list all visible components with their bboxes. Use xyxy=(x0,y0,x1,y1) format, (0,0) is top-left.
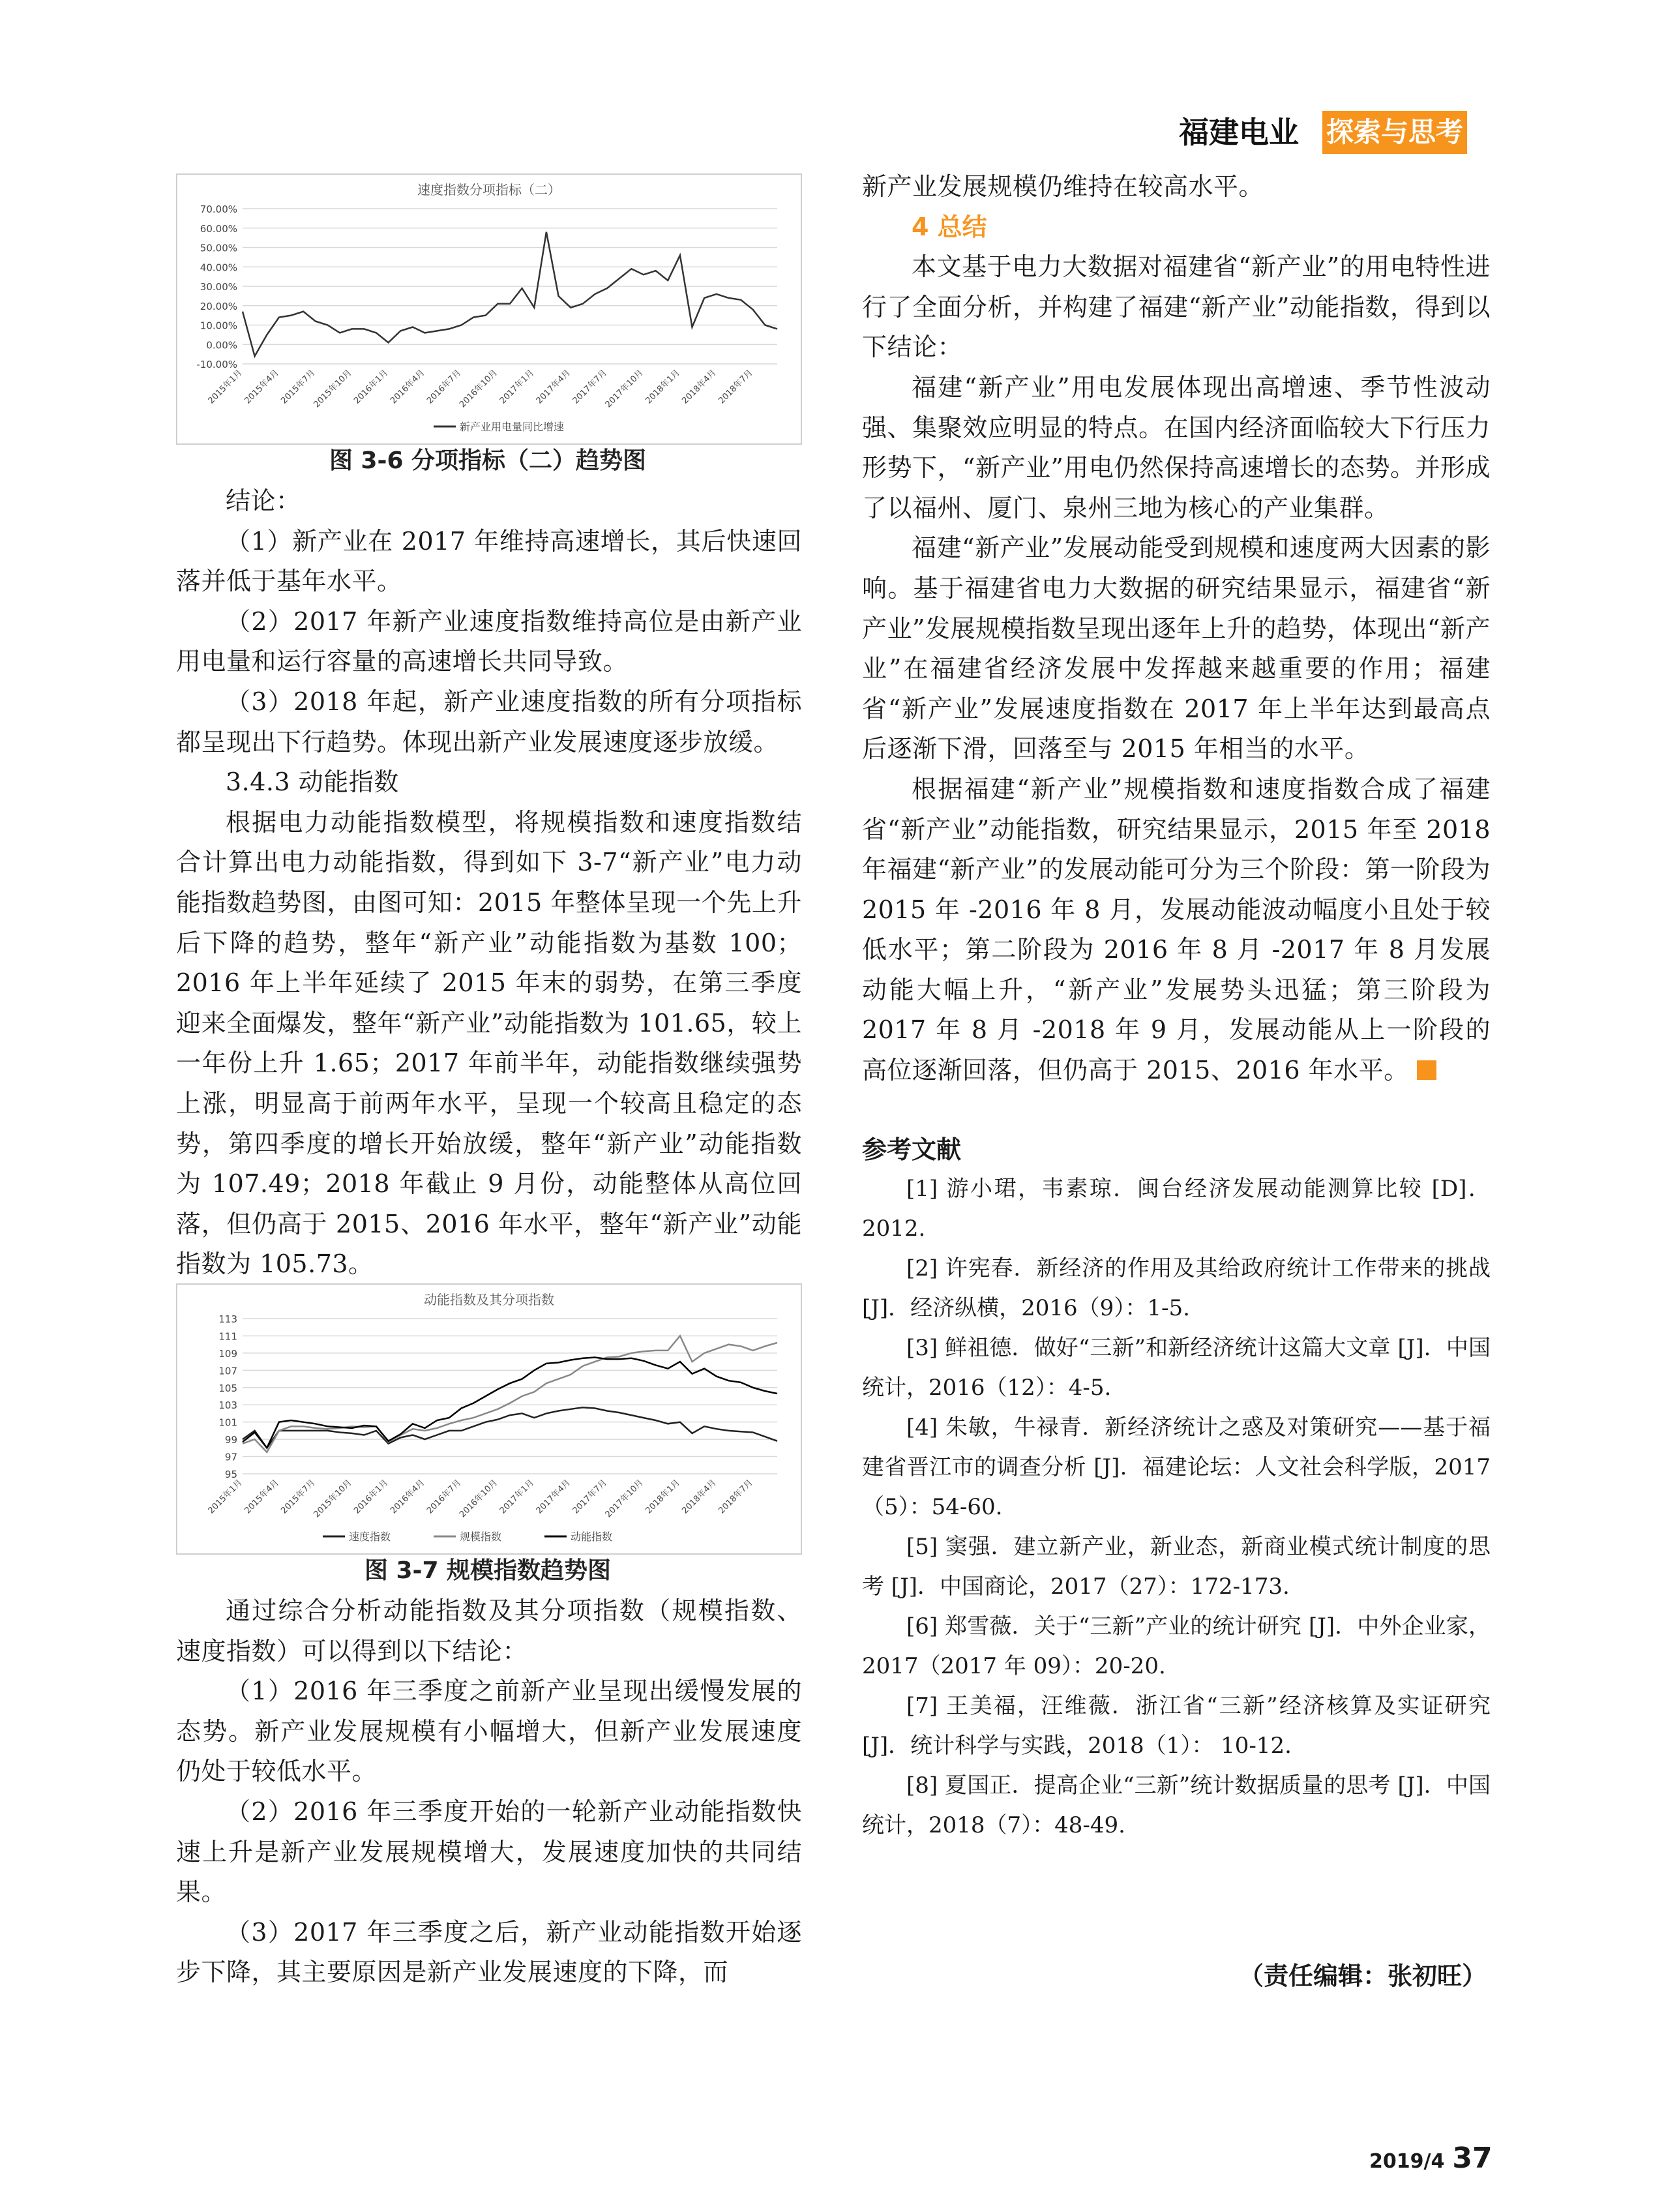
fig36-y-tick-label: 50.00% xyxy=(200,242,237,254)
fig37-chart-title: 动能指数及其分项指数 xyxy=(424,1292,554,1308)
fig36-series-line-0 xyxy=(243,232,777,356)
fig37-y-tick-label: 97 xyxy=(224,1451,237,1463)
issue-number: 2019/4 xyxy=(1369,2150,1445,2173)
fig37-series-line-0 xyxy=(243,1407,777,1448)
fig36-y-tick-label: -10.00% xyxy=(196,359,237,370)
fig36-y-tick-label: 20.00% xyxy=(200,300,237,312)
section-tag: 探索与思考 xyxy=(1322,111,1467,154)
fig36-chart-title: 速度指数分项指标（二） xyxy=(417,182,561,198)
figure-3-6-caption: 图 3-6 分项指标（二）趋势图 xyxy=(329,447,647,474)
fig36-y-tick-label: 10.00% xyxy=(200,320,237,332)
right-column xyxy=(862,167,1491,1846)
fig36-y-tick-label: 60.00% xyxy=(200,222,237,235)
references-heading: 参考文献 xyxy=(862,1135,962,1164)
fig37-x-tick-label: 2016年1月 xyxy=(352,1478,391,1516)
fig37-x-tick-label: 2015年4月 xyxy=(243,1478,281,1516)
fig37-y-tick-label: 111 xyxy=(218,1330,237,1343)
fig37-x-tick-label: 2017年1月 xyxy=(498,1478,537,1516)
left-paragraph: （3）2017 年三季度之后，新产业动能指数开始逐步下降，其主要原因是新产业发展速度的下降，而 xyxy=(176,1917,802,1987)
fig36-x-tick-label: 2017年4月 xyxy=(534,368,573,406)
left-paragraph: （3）2018 年起，新产业速度指数的所有分项指标都呈现出下行趋势。体现出新产业发展速度逐步放缓。 xyxy=(176,687,802,756)
fig36-x-tick-label: 2018年4月 xyxy=(680,368,719,406)
reference-item: [3] 鲜祖德．做好“三新”和新经济统计这篇大文章 [J]．中国统计，2016（12）：4-5. xyxy=(862,1334,1491,1401)
section-heading-summary: 4 总结 xyxy=(912,212,987,241)
left-paragraph: 结论： xyxy=(226,486,301,515)
fig37-legend-label: 动能指数 xyxy=(571,1531,613,1543)
fig36-x-tick-label: 2016年4月 xyxy=(389,368,427,406)
reference-item: [5] 窦强．建立新产业，新业态，新商业模式统计制度的思考 [J]．中国商论，2017（27）：172-173. xyxy=(862,1533,1491,1600)
fig37-x-tick-label: 2017年10月 xyxy=(603,1478,646,1520)
fig37-legend-label: 规模指数 xyxy=(460,1531,502,1543)
page-footer xyxy=(1369,2142,1493,2175)
fig37-y-tick-label: 99 xyxy=(224,1434,237,1446)
journal-title: 福建电业 xyxy=(1179,115,1299,150)
summary-last-text: 根据福建“新产业”规模指数和速度指数合成了福建省“新产业”动能指数，研究结果显示，2015 年至 2018 年福建“新产业”的发展动能可分为三个阶段：第一阶段为 2015 年 -2016 年 8 月，发展动能波动幅度小且处于较低水平；第二阶段为 2016 年 8 月 -2017 年 8 月发展动能大幅上升，“新产业”发展势头迅猛；第三阶段为 2017 年 8 月 -2018 年 9 月，发展动能从上一阶段的高位逐渐回落，但仍高于 2015、2016 年水平。 xyxy=(862,774,1491,1085)
left-paragraph: 根据电力动能指数模型，将规模指数和速度指数结合计算出电力动能指数，得到如下 3-7“新产业”电力动能指数趋势图，由图可知：2015 年整体呈现一个先上升后下降的趋势，整年“新产业”动能指数为基数 100；2016 年上半年延续了 2015 年末的弱势，在第三季度迎来全面爆发，整年“新产业”动能指数为 101.65，较上一年份上升 1.65；2017 年前半年，动能指数继续强势上涨，明显高于前两年水平，呈现一个较高且稳定的态势，第四季度的增长开始放缓，整年“新产业”动能指数为 107.49；2018 年截止 9 月份，动能整体从高位回落，但仍高于 2015、2016 年水平，整年“新产业”动能指数为 105.73。 xyxy=(176,807,802,1279)
fig37-y-tick-label: 95 xyxy=(224,1469,237,1480)
fig36-x-tick-label: 2017年10月 xyxy=(603,368,646,410)
fig36-x-tick-label: 2017年7月 xyxy=(571,368,609,406)
fig36-x-tick-label: 2018年1月 xyxy=(644,368,682,406)
fig37-x-tick-label: 2018年7月 xyxy=(717,1478,755,1516)
fig37-x-tick-label: 2015年7月 xyxy=(279,1478,318,1516)
summary-paragraph: 福建“新产业”用电发展体现出高增速、季节性波动强、集聚效应明显的特点。在国内经济面临较大下行压力形势下，“新产业”用电仍然保持高速增长的态势。并形成了以福州、厦门、泉州三地为核心的产业集群。 xyxy=(862,372,1491,522)
fig37-y-tick-label: 109 xyxy=(218,1347,237,1360)
fig37-x-tick-label: 2015年10月 xyxy=(312,1478,354,1520)
fig37-x-tick-label: 2018年1月 xyxy=(644,1478,682,1516)
reference-item: [4] 朱敏，牛禄青．新经济统计之惑及对策研究——基于福建省晋江市的调查分析 [J]．福建论坛：人文社会科学版，2017（5）：54-60. xyxy=(862,1414,1491,1520)
section-heading-3-4-3: 3.4.3 动能指数 xyxy=(226,768,399,797)
fig37-legend-label: 速度指数 xyxy=(349,1531,391,1543)
fig37-y-tick-label: 107 xyxy=(218,1365,237,1377)
figure-3-7-chart xyxy=(176,1283,802,1555)
figure-3-6-chart xyxy=(176,173,802,445)
left-column-top xyxy=(176,481,802,1285)
carry-over-line: 新产业发展规模仍维持在较高水平。 xyxy=(862,172,1264,201)
fig37-x-tick-label: 2016年10月 xyxy=(458,1478,500,1520)
fig37-x-tick-label: 2016年4月 xyxy=(389,1478,427,1516)
reference-item: [2] 许宪春．新经济的作用及其给政府统计工作带来的挑战 [J]．经济纵横，2016（9）：1-5. xyxy=(862,1255,1491,1321)
end-mark-icon xyxy=(1417,1060,1436,1080)
reference-item: [8] 夏国正．提高企业“三新”统计数据质量的思考 [J]．中国统计，2018（7）：48-49. xyxy=(862,1772,1491,1838)
fig36-y-tick-label: 30.00% xyxy=(200,281,237,293)
fig37-y-tick-label: 101 xyxy=(218,1416,237,1429)
responsible-editor: （责任编辑：张初旺） xyxy=(1239,1962,1487,1990)
left-paragraph: （2）2017 年新产业速度指数维持高位是由新产业用电量和运行容量的高速增长共同导致。 xyxy=(176,606,802,676)
summary-paragraph xyxy=(862,770,1491,1091)
summary-paragraph: 福建“新产业”发展动能受到规模和速度两大因素的影响。基于福建省电力大数据的研究结果显示，福建省“新产业”发展规模指数呈现出逐年上升的趋势，体现出“新产业”在福建省经济发展中发挥越来越重要的作用；福建省“新产业”发展速度指数在 2017 年上半年达到最高点后逐渐下滑，回落至与 2015 年相当的水平。 xyxy=(862,533,1491,764)
page-number: 37 xyxy=(1452,2142,1493,2175)
fig36-x-tick-label: 2016年10月 xyxy=(458,368,500,410)
fig36-x-tick-label: 2018年7月 xyxy=(717,368,755,406)
fig37-y-tick-label: 103 xyxy=(218,1399,237,1412)
left-column-bottom xyxy=(176,1591,802,1993)
fig37-y-tick-label: 105 xyxy=(218,1382,237,1394)
fig37-x-tick-label: 2018年4月 xyxy=(680,1478,719,1516)
summary-paragraph: 本文基于电力大数据对福建省“新产业”的用电特性进行了全面分析，并构建了福建“新产业”动能指数，得到以下结论： xyxy=(862,252,1491,362)
fig36-y-tick-label: 0.00% xyxy=(206,339,237,351)
fig37-y-tick-label: 113 xyxy=(218,1313,237,1325)
left-paragraph: （1）2016 年三季度之前新产业呈现出缓慢发展的态势。新产业发展规模有小幅增大，但新产业发展速度仍处于较低水平。 xyxy=(176,1677,802,1786)
reference-item: [6] 郑雪薇．关于“三新”产业的统计研究 [J]．中外企业家，2017（2017 年 09）：20-20. xyxy=(862,1613,1491,1679)
fig36-y-tick-label: 40.00% xyxy=(200,262,237,274)
fig37-x-tick-label: 2017年4月 xyxy=(534,1478,573,1516)
left-paragraph: （1）新产业在 2017 年维持高速增长，其后快速回落并低于基年水平。 xyxy=(176,526,802,596)
fig36-x-tick-label: 2017年1月 xyxy=(498,368,537,406)
left-paragraph: 通过综合分析动能指数及其分项指数（规模指数、速度指数）可以得到以下结论： xyxy=(176,1596,802,1666)
fig36-x-tick-label: 2015年10月 xyxy=(312,368,354,410)
fig37-x-tick-label: 2015年1月 xyxy=(206,1478,245,1516)
fig36-x-tick-label: 2015年1月 xyxy=(206,368,245,406)
fig37-x-tick-label: 2017年7月 xyxy=(571,1478,609,1516)
reference-item: [7] 王美福，汪维薇．浙江省“三新”经济核算及实证研究 [J]．统计科学与实践，2018（1）： 10-12. xyxy=(862,1692,1491,1759)
fig36-y-tick-label: 70.00% xyxy=(200,203,237,215)
fig36-x-tick-label: 2015年7月 xyxy=(279,368,318,406)
fig36-x-tick-label: 2016年1月 xyxy=(352,368,391,406)
left-paragraph: （2）2016 年三季度开始的一轮新产业动能指数快速上升是新产业发展规模增大，发展速度加快的共同结果。 xyxy=(176,1797,802,1907)
fig37-x-tick-label: 2016年7月 xyxy=(425,1478,464,1516)
fig36-legend-label: 新产业用电量同比增速 xyxy=(460,421,565,433)
fig36-x-tick-label: 2015年4月 xyxy=(243,368,281,406)
fig36-x-tick-label: 2016年7月 xyxy=(425,368,464,406)
figure-3-7-caption: 图 3-7 规模指数趋势图 xyxy=(364,1557,612,1584)
reference-item: [1] 游小珺，韦素琼．闽台经济发展动能测算比较 [D]．2012. xyxy=(862,1175,1491,1242)
